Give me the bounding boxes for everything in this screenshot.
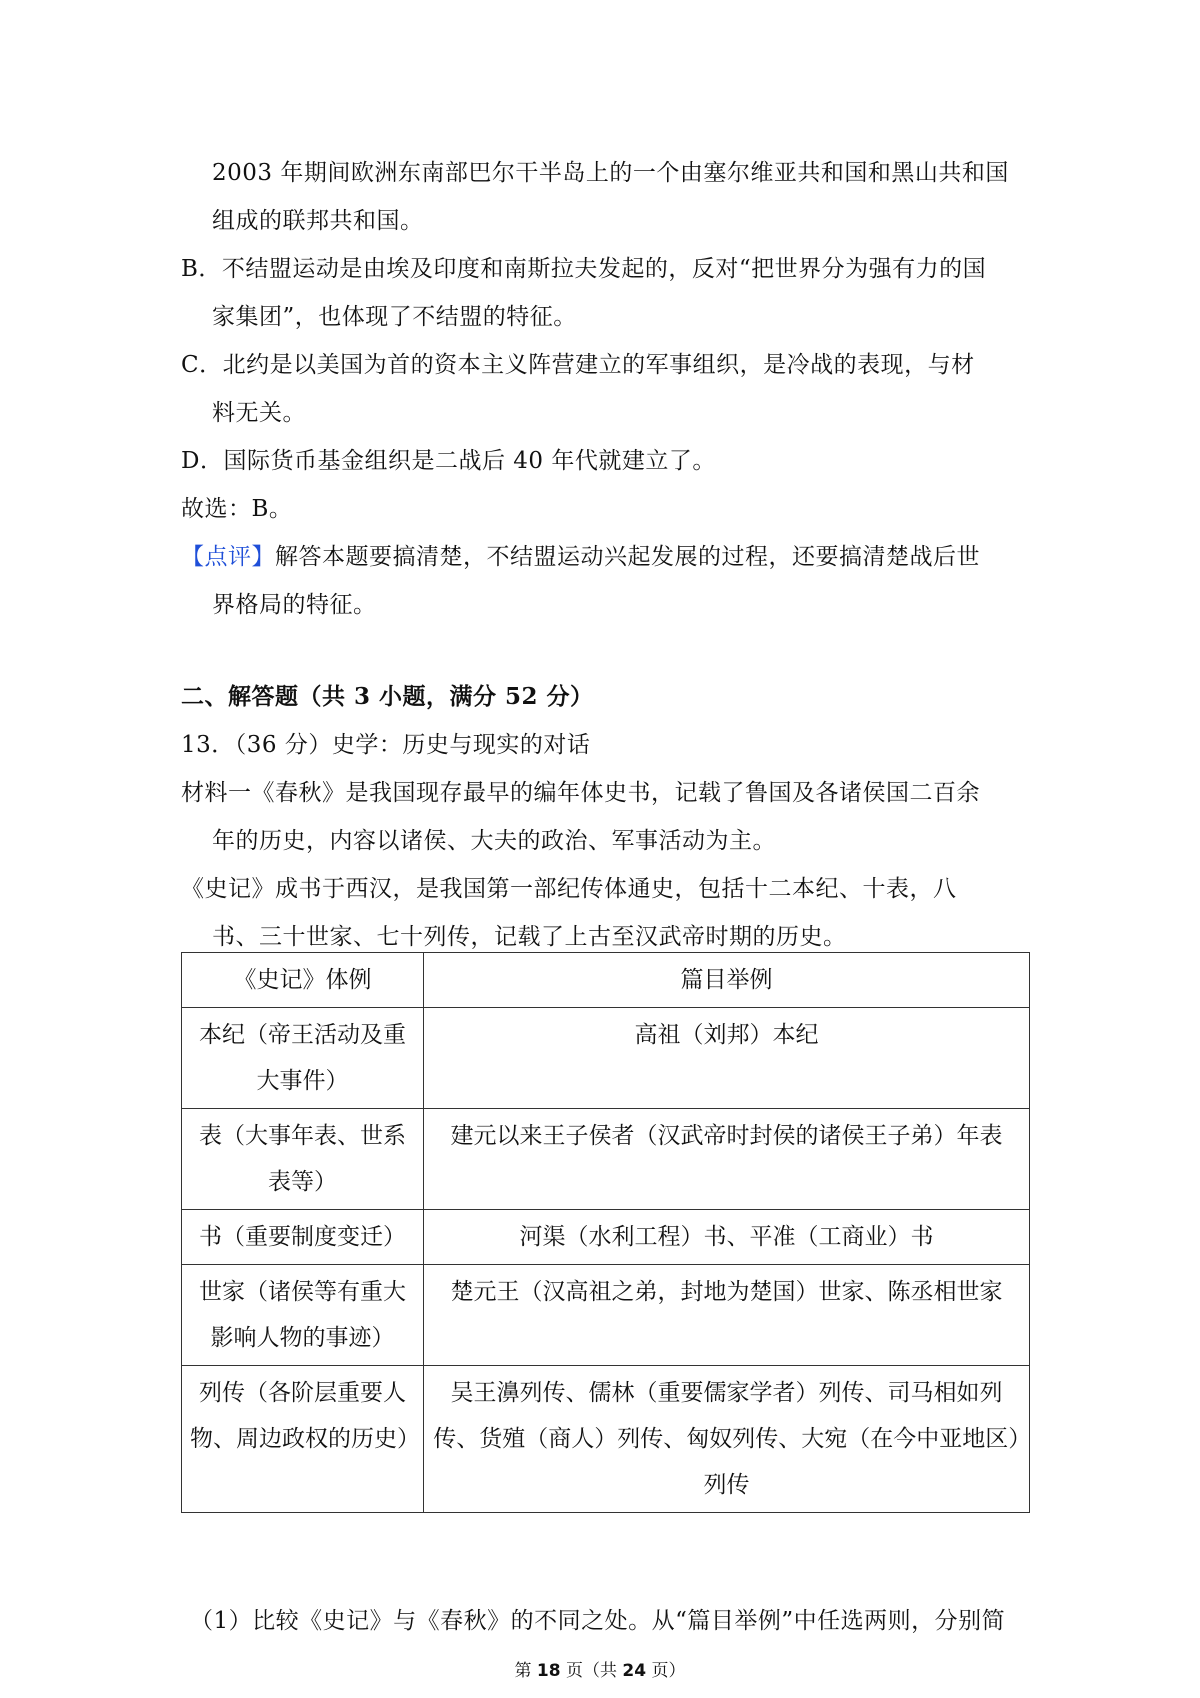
footer-middle: 页（共: [560, 1661, 623, 1681]
table-cell: 吴王濞列传、儒林（重要儒家学者）列传、司马相如列传、货殖（商人）列传、匈奴列传、大宛（在今中亚地区）列传: [424, 1366, 1030, 1513]
table-header-row: [182, 953, 1030, 1008]
page-total: 24: [622, 1661, 647, 1681]
material-line: 年的历史，内容以诸侯、大夫的政治、军事活动为主。: [212, 828, 776, 854]
shiji-table: [181, 952, 1030, 1513]
question-number: 13．（36 分）史学：历史与现实的对话: [181, 732, 591, 758]
comment-text: 解答本题要搞清楚，不结盟运动兴起发展的过程，还要搞清楚战后世: [275, 544, 980, 570]
material-line: 《史记》成书于西汉，是我国第一部纪传体通史，包括十二本纪、十表，八: [181, 876, 957, 902]
option-b-line: B．不结盟运动是由埃及印度和南斯拉夫发起的，反对“把世界分为强有力的国: [181, 256, 987, 282]
material-line: 材料一《春秋》是我国现存最早的编年体史书，记载了鲁国及各诸侯国二百余: [181, 780, 980, 806]
table-cell: 河渠（水利工程）书、平准（工商业）书: [424, 1210, 1030, 1265]
answer-line: 2003 年期间欧洲东南部巴尔干半岛上的一个由塞尔维亚共和国和黑山共和国: [212, 160, 1009, 186]
table-header-cell: 《史记》体例: [182, 953, 424, 1008]
page-number: 18: [536, 1661, 561, 1681]
table-row: [182, 1109, 1030, 1210]
option-b-line: 家集团”，也体现了不结盟的特征。: [212, 304, 577, 330]
footer-suffix: 页）: [646, 1661, 686, 1681]
table-row: [182, 1210, 1030, 1265]
answer-choice: 故选：B。: [181, 496, 293, 522]
table-cell: 世家（诸侯等有重大影响人物的事迹）: [182, 1265, 424, 1366]
comment-line: [181, 542, 980, 572]
table-header-cell: 篇目举例: [424, 953, 1030, 1008]
comment-line: 界格局的特征。: [212, 592, 377, 618]
option-d-line: D．国际货币基金组织是二战后 40 年代就建立了。: [181, 448, 716, 474]
table-cell: 建元以来王子侯者（汉武帝时封侯的诸侯王子弟）年表: [424, 1109, 1030, 1210]
option-c-line: C．北约是以美国为首的资本主义阵营建立的军事组织，是冷战的表现，与材: [181, 352, 975, 378]
table-cell: 列传（各阶层重要人物、周边政权的历史）: [182, 1366, 424, 1513]
table-row: [182, 1366, 1030, 1513]
page-footer: [0, 1660, 1200, 1682]
table-cell: 书（重要制度变迁）: [182, 1210, 424, 1265]
option-c-line: 料无关。: [212, 400, 306, 426]
table-cell: 表（大事年表、世系表等）: [182, 1109, 424, 1210]
subquestion-line: （1）比较《史记》与《春秋》的不同之处。从“篇目举例”中任选两则，分别简: [190, 1608, 1006, 1634]
table-row: [182, 1008, 1030, 1109]
comment-tag: 【点评】: [181, 544, 275, 570]
table-cell: 高祖（刘邦）本纪: [424, 1008, 1030, 1109]
section-title: 二、解答题（共 3 小题，满分 52 分）: [181, 683, 594, 710]
table-cell: 楚元王（汉高祖之弟，封地为楚国）世家、陈丞相世家: [424, 1265, 1030, 1366]
footer-prefix: 第: [514, 1661, 537, 1681]
material-line: 书、三十世家、七十列传，记载了上古至汉武帝时期的历史。: [212, 924, 847, 950]
table-cell: 本纪（帝王活动及重大事件）: [182, 1008, 424, 1109]
answer-line: 组成的联邦共和国。: [212, 208, 424, 234]
table-row: [182, 1265, 1030, 1366]
